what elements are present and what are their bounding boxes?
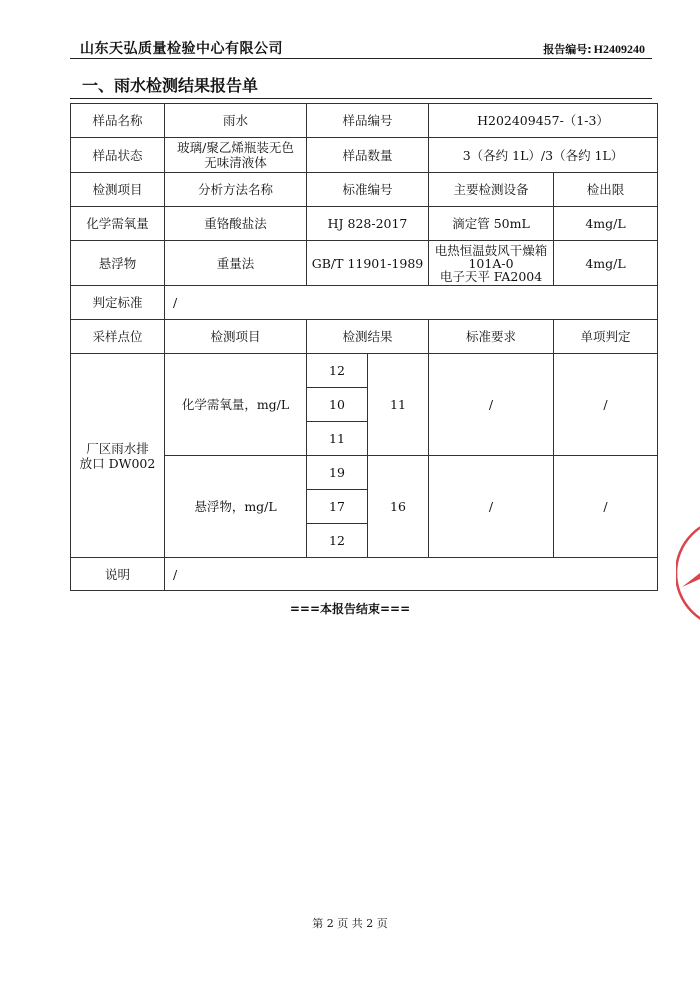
- result-average: 11: [368, 354, 429, 456]
- method-item: 化学需氧量: [71, 207, 165, 241]
- equipment-line: 电子天平 FA2004: [439, 268, 543, 284]
- section-title: 一、雨水检测结果报告单: [82, 76, 259, 95]
- result-value: 12: [307, 524, 368, 558]
- method-row: [71, 241, 658, 286]
- equipment-line: 101A-0: [468, 255, 514, 271]
- seal-stamp-icon: [676, 513, 700, 633]
- method-equipment: [429, 241, 554, 286]
- result-value: 10: [307, 388, 368, 422]
- result-header-row: [71, 320, 658, 354]
- sample-name-value: 雨水: [165, 104, 307, 138]
- result-judgement: /: [554, 456, 658, 558]
- seal-star: [682, 573, 700, 587]
- sample-state-label: 样品状态: [71, 138, 165, 173]
- sample-qty-value: 3（各约 1L）/3（各约 1L）: [429, 138, 658, 173]
- sampling-site-line2: 放口 DW002: [79, 455, 156, 471]
- sampling-site: [71, 354, 165, 558]
- result-requirement: /: [429, 354, 554, 456]
- header-rule: [70, 58, 652, 59]
- result-header-requirement: 标准要求: [429, 320, 554, 354]
- report-number: [543, 41, 645, 57]
- method-equipment: 滴定管 50mL: [429, 207, 554, 241]
- result-judgement: /: [554, 354, 658, 456]
- sample-name-label: 样品名称: [71, 104, 165, 138]
- sample-name-row: [71, 104, 658, 138]
- end-of-report: ===本报告结束===: [289, 602, 411, 616]
- sample-no-value: H202409457-（1-3）: [429, 104, 658, 138]
- notes-value: /: [165, 558, 658, 591]
- sampling-site-line1: 厂区雨水排: [86, 440, 149, 456]
- sample-state-line2: 无味清液体: [204, 155, 267, 170]
- report-number-value: H2409240: [593, 42, 645, 56]
- method-header-standard: 标准编号: [307, 173, 429, 207]
- criteria-label: 判定标准: [71, 286, 165, 320]
- result-value: 11: [307, 422, 368, 456]
- method-header-row: [71, 173, 658, 207]
- sample-state-value: [165, 138, 307, 173]
- notes-label: 说明: [71, 558, 165, 591]
- method-limit: 4mg/L: [554, 207, 658, 241]
- method-header-item: 检测项目: [71, 173, 165, 207]
- notes-row: [71, 558, 658, 591]
- result-item: 化学需氧量，mg/L: [165, 354, 307, 456]
- result-header-judgement: 单项判定: [554, 320, 658, 354]
- result-average: 16: [368, 456, 429, 558]
- result-requirement: /: [429, 456, 554, 558]
- result-item: 悬浮物，mg/L: [165, 456, 307, 558]
- criteria-value: /: [165, 286, 658, 320]
- result-value: 17: [307, 490, 368, 524]
- seal-ring: [676, 518, 700, 628]
- sample-qty-label: 样品数量: [307, 138, 429, 173]
- method-item: 悬浮物: [71, 241, 165, 286]
- sample-state-row: [71, 138, 658, 173]
- sample-no-label: 样品编号: [307, 104, 429, 138]
- result-row: [71, 354, 658, 388]
- method-header-method: 分析方法名称: [165, 173, 307, 207]
- report-number-label: 报告编号:: [543, 43, 592, 56]
- section-rule: [70, 98, 652, 99]
- criteria-row: [71, 286, 658, 320]
- page-footer: 第 2 页 共 2 页: [312, 917, 388, 930]
- result-header-item: 检测项目: [165, 320, 307, 354]
- company-name: 山东天弘质量检验中心有限公司: [80, 41, 283, 57]
- report-table: [70, 103, 658, 591]
- method-standard: HJ 828-2017: [307, 207, 429, 241]
- result-header-site: 采样点位: [71, 320, 165, 354]
- method-header-limit: 检出限: [554, 173, 658, 207]
- method-row: [71, 207, 658, 241]
- method-name: 重量法: [165, 241, 307, 286]
- result-header-result: 检测结果: [307, 320, 429, 354]
- sample-state-line1: 玻璃/聚乙烯瓶装无色: [177, 140, 294, 155]
- result-value: 19: [307, 456, 368, 490]
- method-limit: 4mg/L: [554, 241, 658, 286]
- method-standard: GB/T 11901-1989: [307, 241, 429, 286]
- result-value: 12: [307, 354, 368, 388]
- method-name: 重铬酸盐法: [165, 207, 307, 241]
- method-header-equipment: 主要检测设备: [429, 173, 554, 207]
- equipment-line: 电热恒温鼓风干燥箱: [434, 242, 548, 258]
